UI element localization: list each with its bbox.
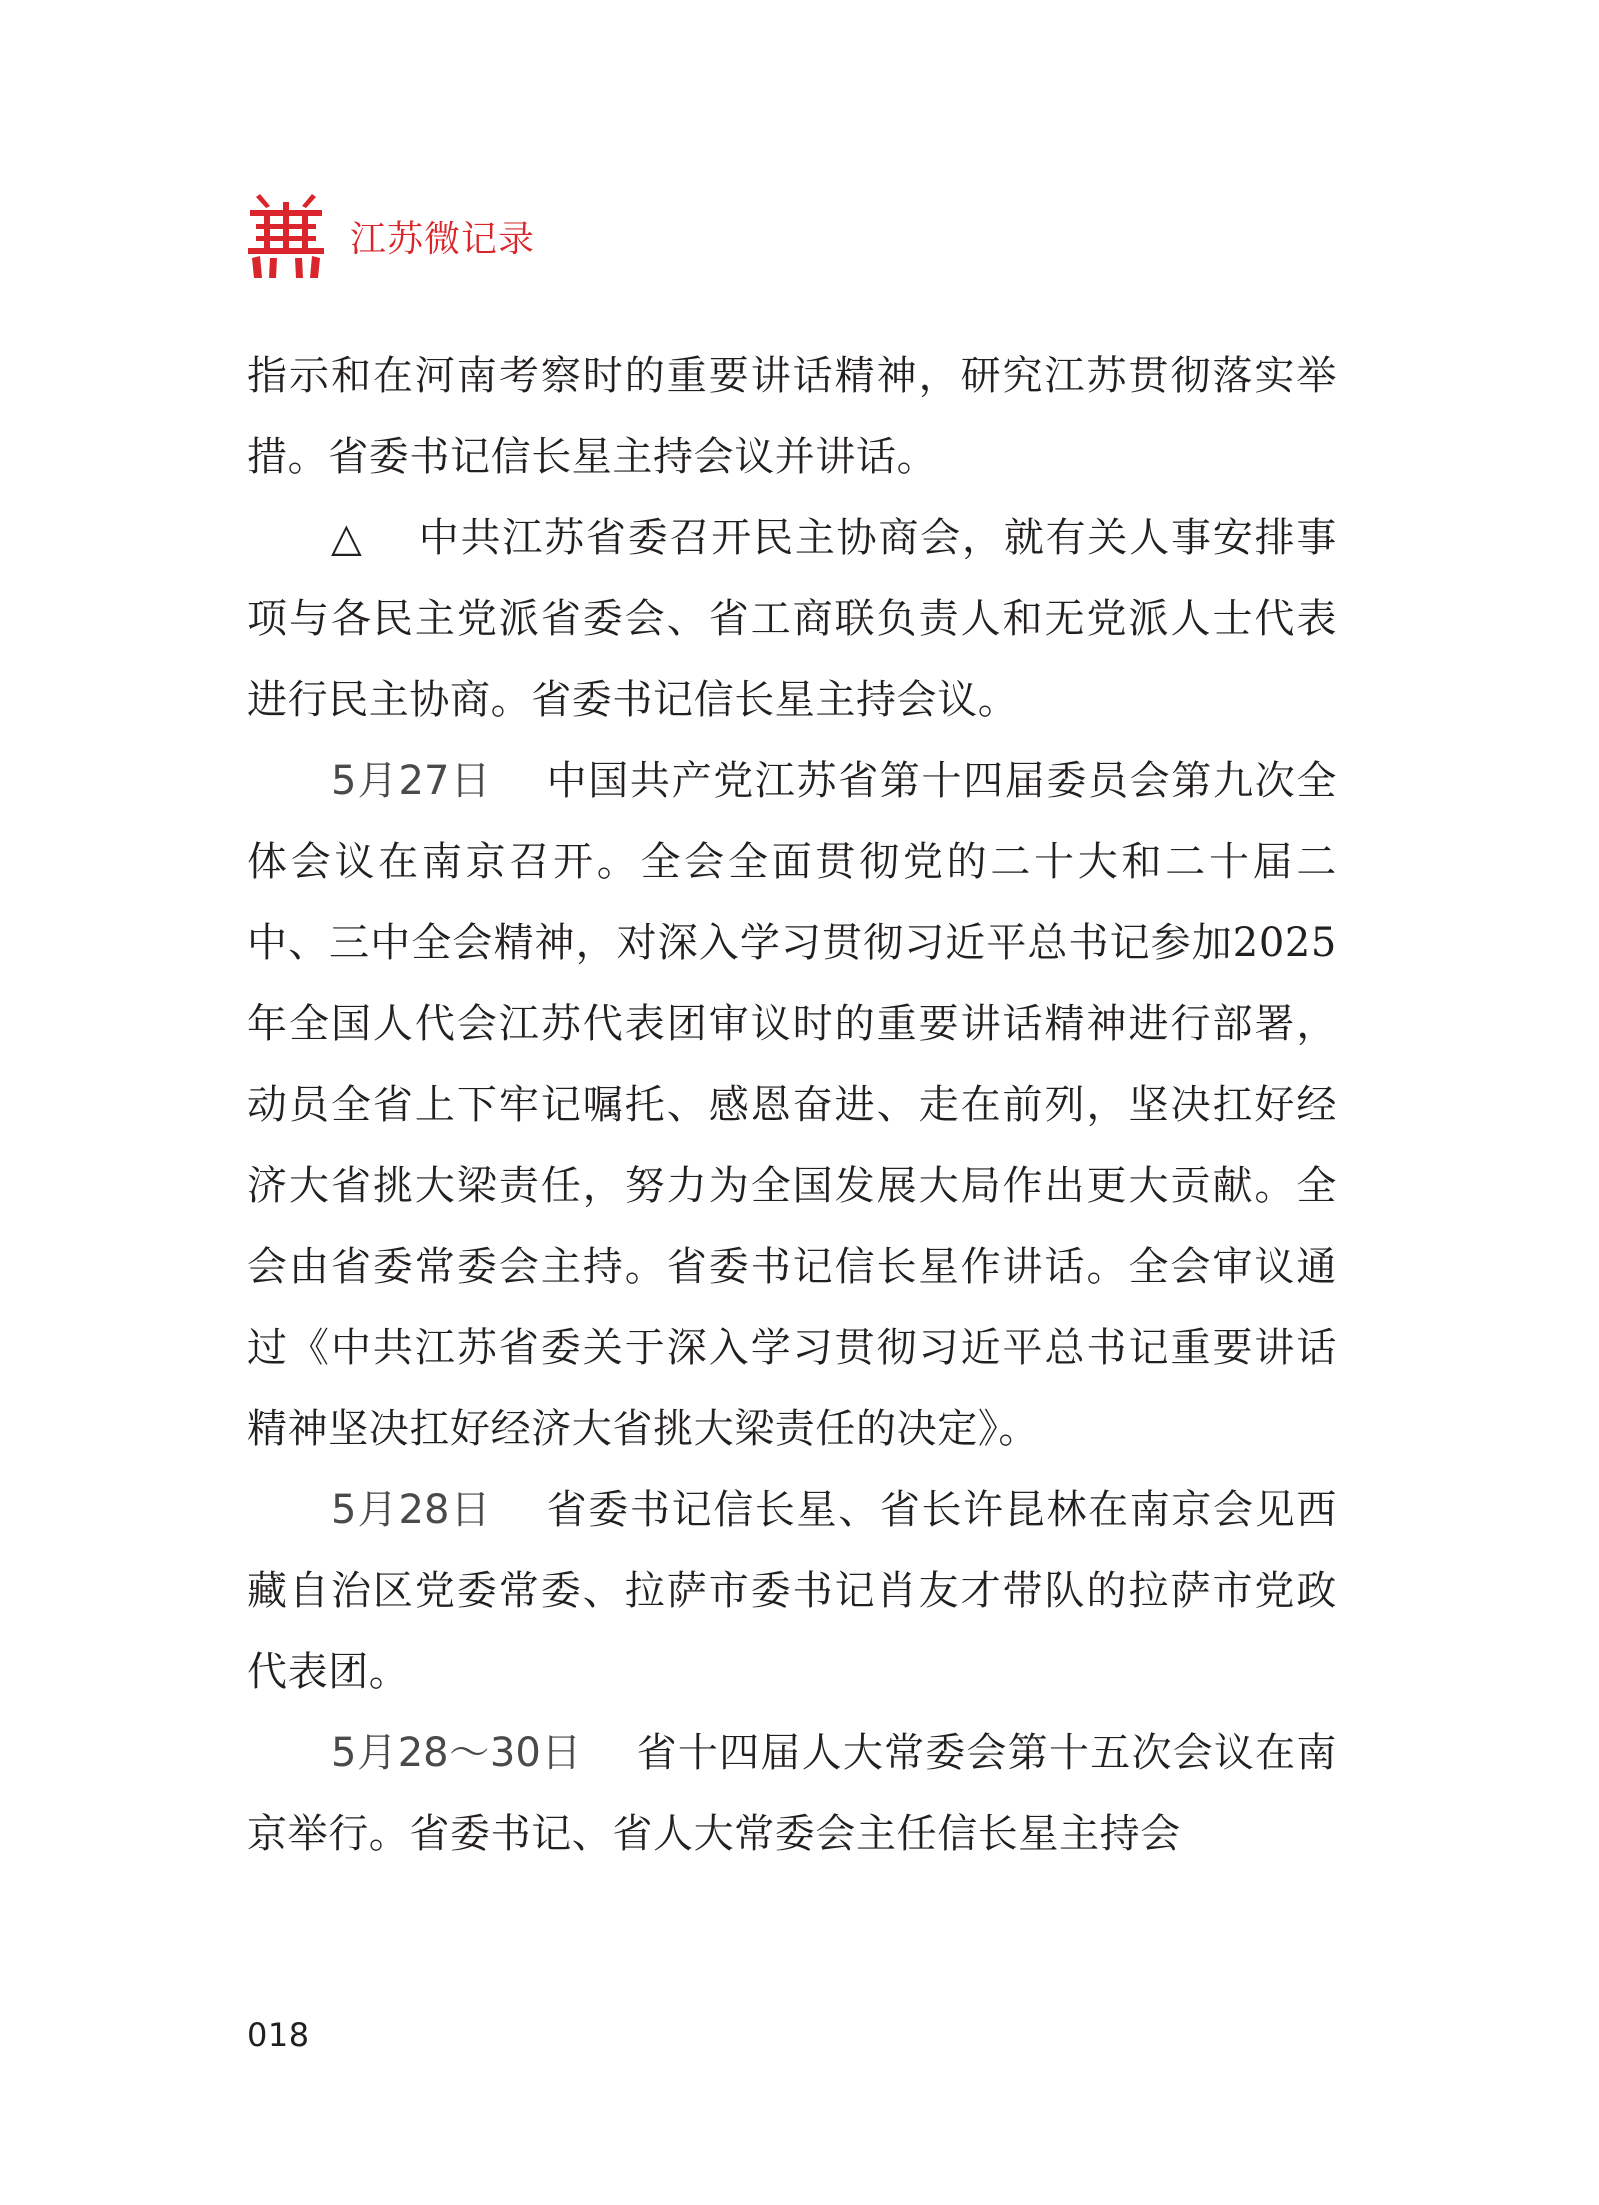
- paragraph-text: 省委书记信长星、省长许昆林在南京会见西藏自治区党委常委、拉萨市委书记肖友才带队的拉萨市党政代表团。: [247, 1487, 1337, 1695]
- triangle-marker: △: [331, 515, 364, 561]
- paragraph-event: [247, 1713, 1337, 1875]
- jiangsu-seal-logo-icon: [246, 192, 326, 280]
- paragraph-text: 中共江苏省委召开民主协商会，就有关人事安排事项与各民主党派省委会、省工商联负责人和无党派人士代表进行民主协商。省委书记信长星主持会议。: [247, 515, 1337, 723]
- paragraph-event: [247, 1470, 1337, 1713]
- page-number: 018: [247, 2016, 310, 2054]
- header-title: 江苏微记录: [350, 218, 536, 260]
- paragraph-text: 省十四届人大常委会第十五次会议在南京举行。省委书记、省人大常委会主任信长星主持会: [247, 1730, 1337, 1857]
- paragraph-continued: [247, 336, 1337, 498]
- paragraph-event: [247, 741, 1337, 1470]
- article-body: [247, 336, 1337, 1875]
- paragraph-text: 指示和在河南考察时的重要讲话精神，研究江苏贯彻落实举措。省委书记信长星主持会议并讲话。: [247, 353, 1337, 480]
- page-header: [246, 188, 535, 284]
- paragraph-event: [247, 498, 1337, 741]
- event-date: 5月28日: [331, 1487, 492, 1533]
- event-date: 5月28～30日: [331, 1730, 583, 1776]
- paragraph-text: 中国共产党江苏省第十四届委员会第九次全体会议在南京召开。全会全面贯彻党的二十大和二十届二中、三中全会精神，对深入学习贯彻习近平总书记参加2025年全国人代会江苏代表团审议时的重要讲话精神进行部署，动员全省上下牢记嘱托、感恩奋进、走在前列，坚决扛好经济大省挑大梁责任，努力为全国发展大局作出更大贡献。全会由省委常委会主持。省委书记信长星作讲话。全会审议通过《中共江苏省委关于深入学习贯彻习近平总书记重要讲话精神坚决扛好经济大省挑大梁责任的决定》。: [247, 758, 1337, 1452]
- event-date: 5月27日: [331, 758, 492, 804]
